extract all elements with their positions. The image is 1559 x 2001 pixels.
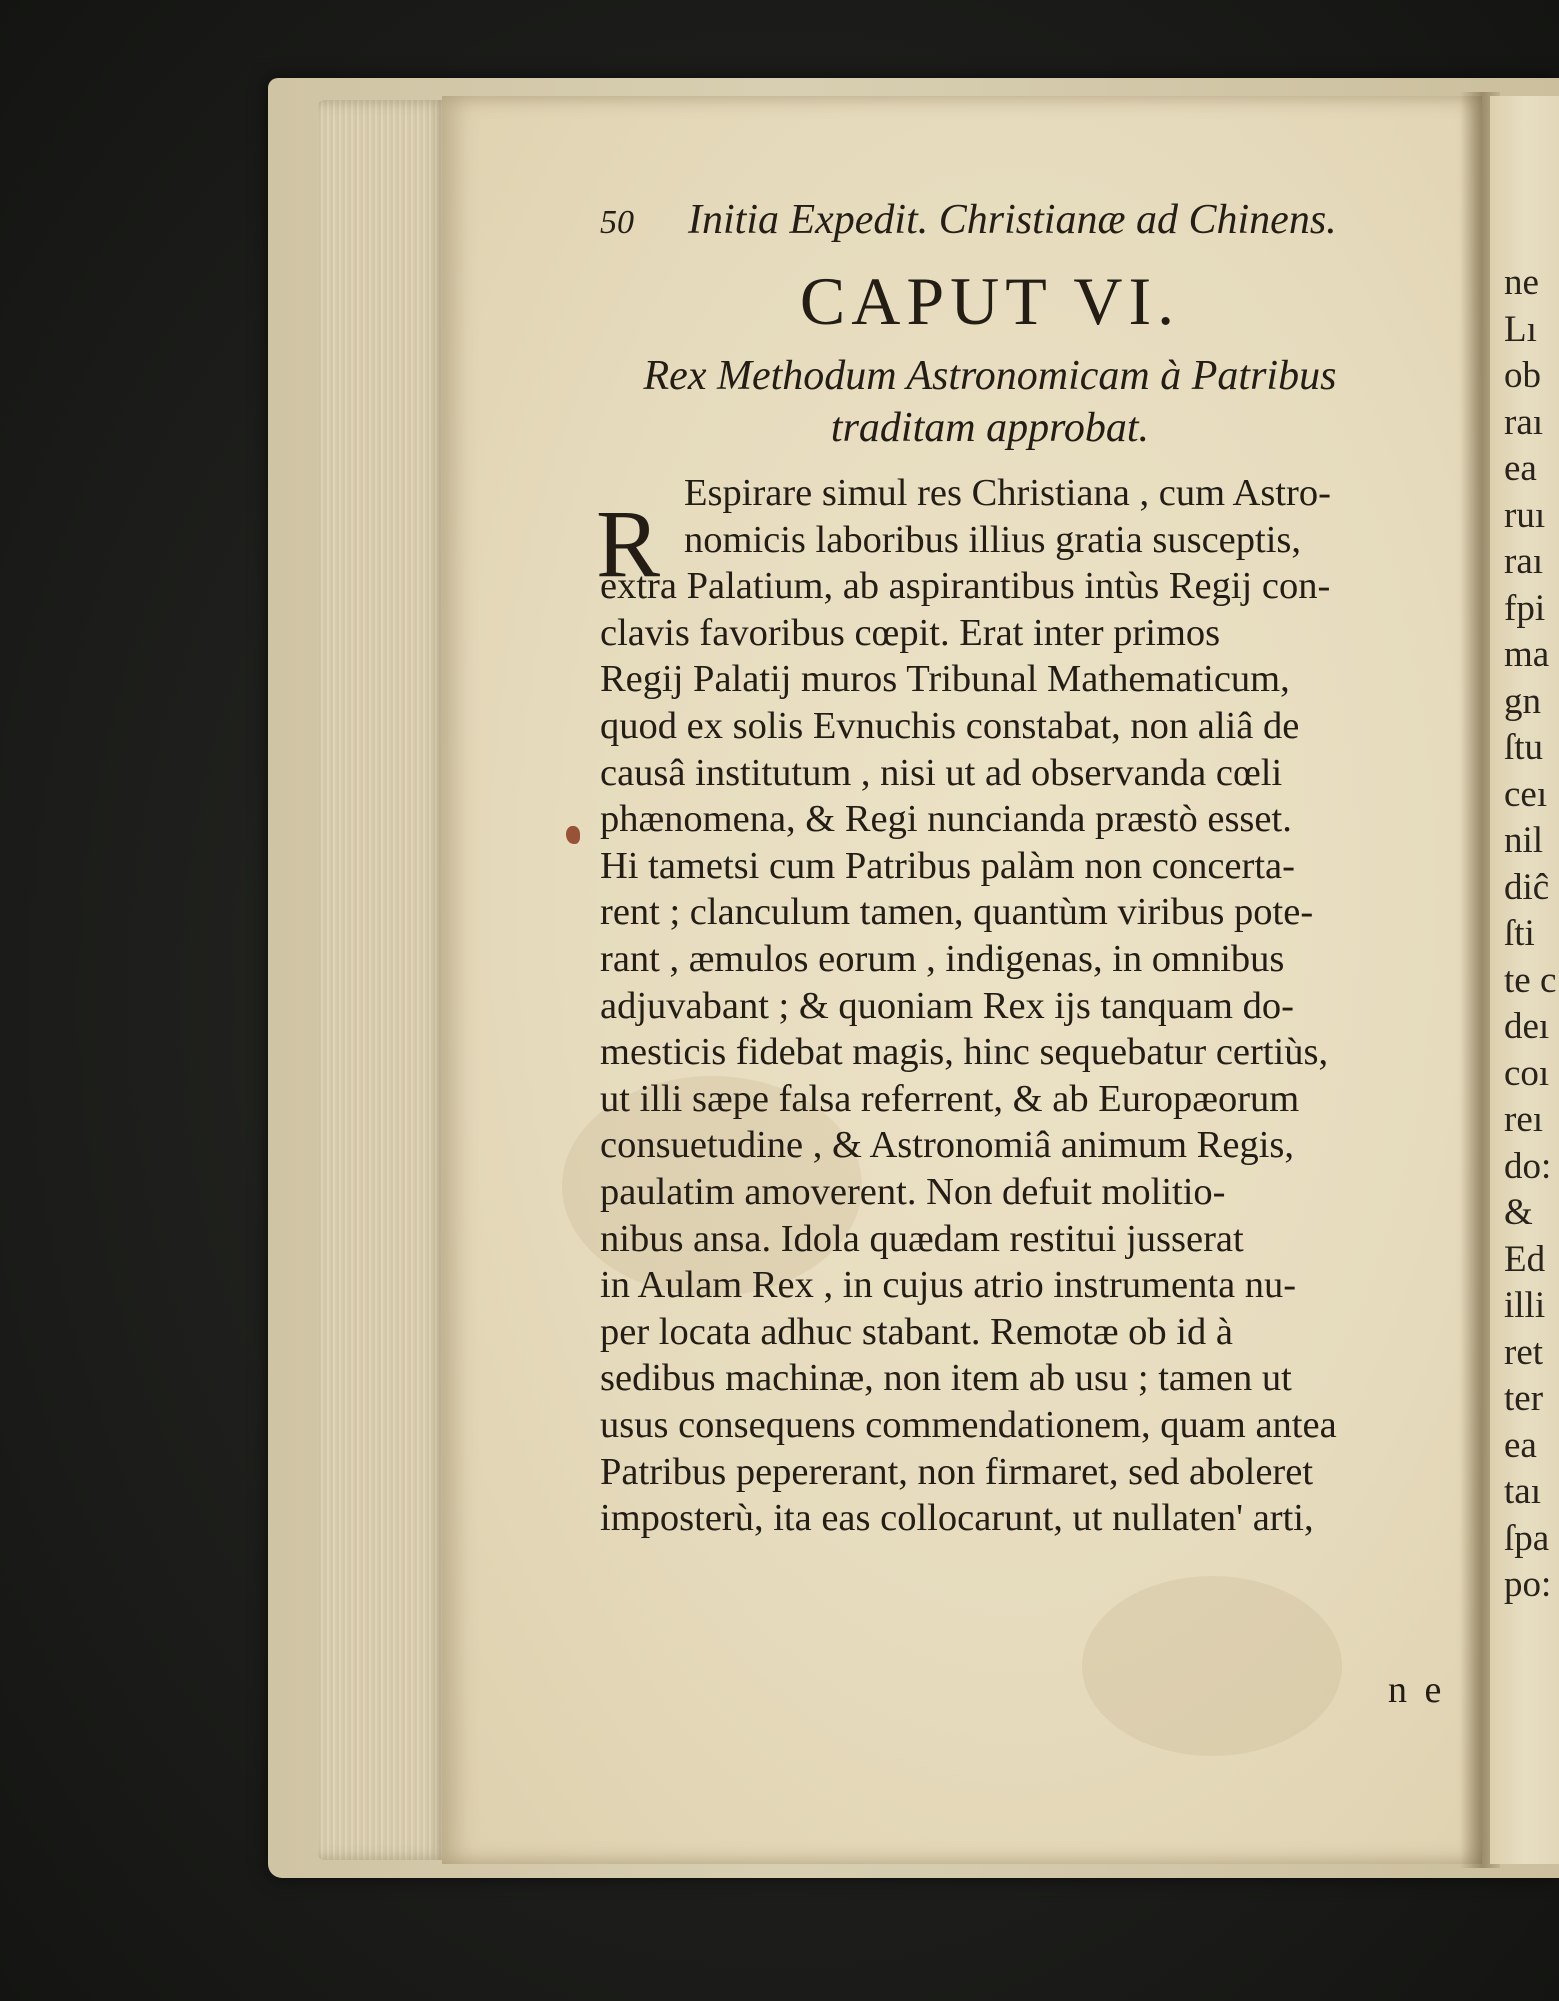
facing-page-line: taı [1504, 1471, 1541, 1512]
text-line: rant , æmulos eorum , indigenas, in omnibus [600, 938, 1285, 980]
text-line: in Aulam Rex , in cujus atrio instrumenta nu- [600, 1264, 1297, 1307]
chapter-subtitle-line: Rex Methodum Astronomicam à Patribus [643, 353, 1337, 399]
text-line: extra Palatium, ab aspirantibus intùs Regij con- [600, 565, 1331, 608]
facing-page-line: nil [1504, 820, 1544, 861]
text-line: mesticis fidebat magis, hinc sequebatur certiùs, [600, 1031, 1329, 1074]
ink-blot [566, 826, 580, 844]
facing-page-line: coı [1504, 1052, 1550, 1094]
text-line: Espirare simul res Christiana , cum Astro- [684, 472, 1331, 514]
running-title: Initia Expedit. Christianæ ad Chinens. [688, 197, 1337, 243]
chapter-heading: CAPUT VI. [799, 263, 1181, 339]
facing-page-line: ter [1504, 1378, 1544, 1419]
text-line: phænomena, & Regi nuncianda præstò esset. [600, 798, 1292, 841]
page-block-edges [318, 100, 448, 1860]
facing-page-line: ob [1504, 355, 1541, 396]
facing-page-line: ſti [1504, 913, 1535, 954]
facing-page-line: deı [1504, 1006, 1550, 1047]
facing-page-line: do: [1504, 1145, 1552, 1187]
facing-page-line: gn [1504, 680, 1541, 722]
text-line: Regij Palatij muros Tribunal Mathematicum, [600, 658, 1290, 701]
chapter-subtitle-line: traditam approbat. [830, 405, 1150, 451]
text-line: quod ex solis Evnuchis constabat, non aliâ de [600, 705, 1300, 747]
facing-page-line: & [1504, 1192, 1533, 1233]
facing-page-line: illi [1504, 1285, 1546, 1326]
text-line: clavis favoribus cœpit. Erat inter primos [600, 611, 1221, 654]
facing-page-line: ma [1504, 634, 1550, 675]
facing-page-line: diĉ [1504, 866, 1550, 908]
facing-page-line: Lı [1504, 308, 1537, 350]
facing-page-line: raı [1504, 541, 1544, 582]
facing-page-line: te c [1504, 959, 1557, 1001]
drop-cap: R [596, 490, 661, 597]
text-line: consuetudine , & Astronomiâ animum Regis, [600, 1124, 1294, 1167]
text-line: adjuvabant ; & quoniam Rex ijs tanquam do- [600, 984, 1294, 1027]
text-line: paulatim amoverent. Non defuit molitio- [600, 1171, 1226, 1213]
facing-page-line: ea [1504, 1424, 1537, 1466]
text-line: usus consequens commendationem, quam antea [600, 1404, 1337, 1446]
text-line: nomicis laboribus illius gratia susceptis, [684, 518, 1301, 561]
facing-page-line: ſtu [1504, 727, 1544, 768]
facing-page-line: raı [1504, 401, 1544, 443]
catchword: n e [1388, 1669, 1446, 1711]
text-line: ut illi sæpe falsa referrent, & ab Europæorum [600, 1077, 1300, 1120]
text-line: imposterù, ita eas collocarunt, ut nullaten' arti, [600, 1497, 1314, 1540]
text-line: sedibus machinæ, non item ab usu ; tamen ut [600, 1357, 1292, 1400]
facing-page-line: ceı [1504, 773, 1548, 815]
facing-page-line: po: [1504, 1564, 1552, 1605]
text-line: Hi tametsi cum Patribus palàm non concerta- [600, 844, 1295, 887]
text-line: causâ institutum , nisi ut ad observanda cœli [600, 751, 1283, 794]
facing-page-line: fpi [1504, 587, 1546, 629]
facing-page-line: ſpa [1504, 1517, 1550, 1559]
facing-page-line: ret [1504, 1331, 1544, 1373]
text-line: per locata adhuc stabant. Remotæ ob id à [600, 1310, 1233, 1353]
facing-page-line: ruı [1504, 494, 1546, 536]
page-number: 50 [600, 204, 634, 241]
facing-page [1490, 96, 1559, 1864]
text-line: Patribus pepererant, non firmaret, sed aboleret [600, 1450, 1314, 1493]
facing-page-line: Ed [1504, 1238, 1546, 1280]
text-line: rent ; clanculum tamen, quantùm viribus pote- [600, 891, 1314, 934]
chapter-subtitle [600, 350, 1380, 454]
facing-page-line: ea [1504, 448, 1537, 489]
paper-stain [1082, 1576, 1342, 1756]
facing-page-line: reı [1504, 1099, 1544, 1140]
facing-page-line: ne [1504, 262, 1539, 303]
text-line: nibus ansa. Idola quædam restitui jusserat [600, 1217, 1244, 1260]
